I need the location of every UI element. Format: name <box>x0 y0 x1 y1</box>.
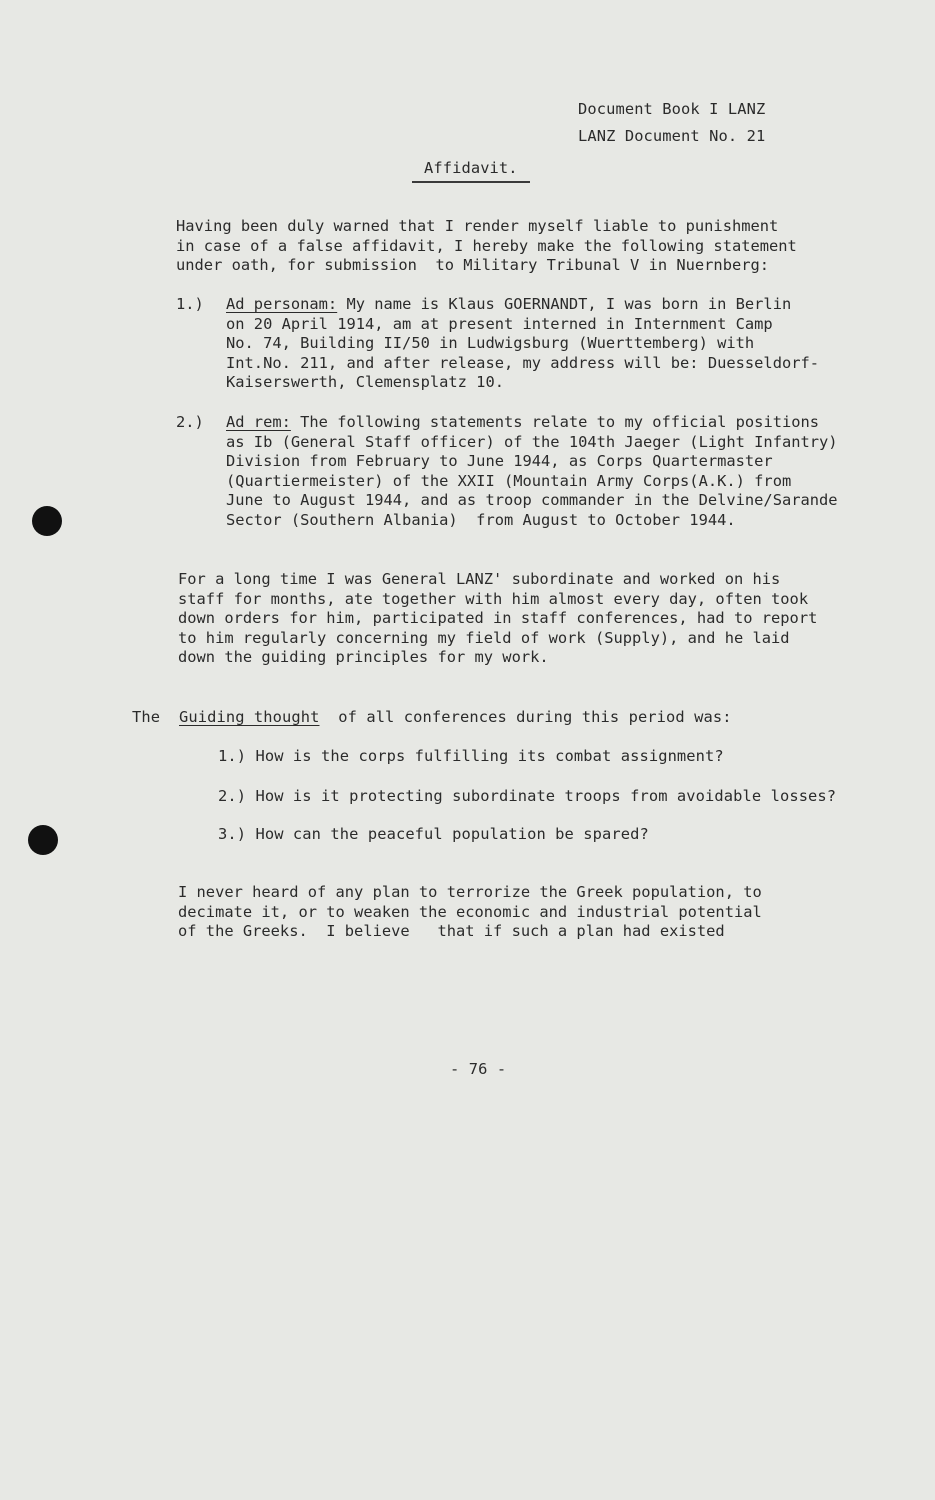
item1-line: Int.No. 211, and after release, my address will be: Duesseldorf- <box>226 353 820 372</box>
staff-paragraph <box>178 570 817 668</box>
item2-number: 2.) <box>176 413 204 431</box>
item1-line: No. 74, Building II/50 in Ludwigsburg (Wuerttemberg) with <box>226 334 755 353</box>
guiding-prefix: The <box>132 708 161 726</box>
document-number-label: LANZ Document No. 21 <box>578 127 766 145</box>
staff-line: down the guiding principles for my work. <box>178 648 549 667</box>
item2-line: (Quartiermeister) of the XXII (Mountain Army Corps(A.K.) from <box>226 471 792 490</box>
question-item: 3.) How can the peaceful population be spared? <box>218 825 649 843</box>
closing-paragraph <box>178 883 762 942</box>
item1-line: on 20 April 1914, am at present interned in Internment Camp <box>226 314 773 333</box>
guiding-line <box>179 708 732 728</box>
item2-line: as Ib (General Staff officer) of the 104th Jaeger (Light Infantry) <box>226 432 838 451</box>
guiding-underlined: Guiding thought <box>179 708 320 726</box>
item1-number: 1.) <box>176 295 204 313</box>
question-item: 2.) How is it protecting subordinate troops from avoidable losses? <box>218 787 837 805</box>
item1-line <box>226 295 819 315</box>
page-title: Affidavit. <box>424 159 518 177</box>
item2-line: Sector (Southern Albania) from August to October 1944. <box>226 510 736 529</box>
punch-hole-bottom <box>28 825 58 855</box>
item1-line: Kaiserswerth, Clemensplatz 10. <box>226 373 504 392</box>
question-item: 1.) How is the corps fulfilling its combat assignment? <box>218 747 724 765</box>
item2-line: Division from February to June 1944, as Corps Quartermaster <box>226 452 773 471</box>
closing-line: of the Greeks. I believe that if such a plan had existed <box>178 922 725 941</box>
item2-paragraph <box>226 413 838 531</box>
punch-hole-top <box>32 506 62 536</box>
title-underline <box>412 181 530 183</box>
intro-line: Having been duly warned that I render myself liable to punishment <box>176 217 779 235</box>
staff-line: For a long time I was General LANZ' subordinate and worked on his <box>178 570 781 588</box>
staff-line: down orders for him, participated in staff conferences, had to report <box>178 609 818 628</box>
page-number: - 76 - <box>450 1060 507 1078</box>
guiding-rest: of all conferences during this period was: <box>319 708 732 726</box>
intro-line: in case of a false affidavit, I hereby make the following statement <box>176 236 797 255</box>
item2-line <box>226 413 838 433</box>
staff-line: to him regularly concerning my field of work (Supply), and he laid <box>178 628 790 647</box>
item1-label: Ad personam: <box>226 295 338 313</box>
closing-line: decimate it, or to weaken the economic and industrial potential <box>178 902 762 921</box>
closing-line: I never heard of any plan to terrorize the Greek population, to <box>178 883 762 901</box>
intro-paragraph <box>176 217 797 276</box>
item2-line-text: The following statements relate to my official positions <box>290 413 820 431</box>
staff-line: staff for months, ate together with him almost every day, often took <box>178 589 809 608</box>
item2-label: Ad rem: <box>226 413 291 431</box>
document-book-label: Document Book I LANZ <box>578 100 766 118</box>
intro-line: under oath, for submission to Military Tribunal V in Nuernberg: <box>176 256 770 275</box>
item1-paragraph <box>226 295 819 393</box>
item1-line-text: My name is Klaus GOERNANDT, I was born in Berlin <box>337 295 792 313</box>
item2-line: June to August 1944, and as troop commander in the Delvine/Sarande <box>226 491 838 510</box>
